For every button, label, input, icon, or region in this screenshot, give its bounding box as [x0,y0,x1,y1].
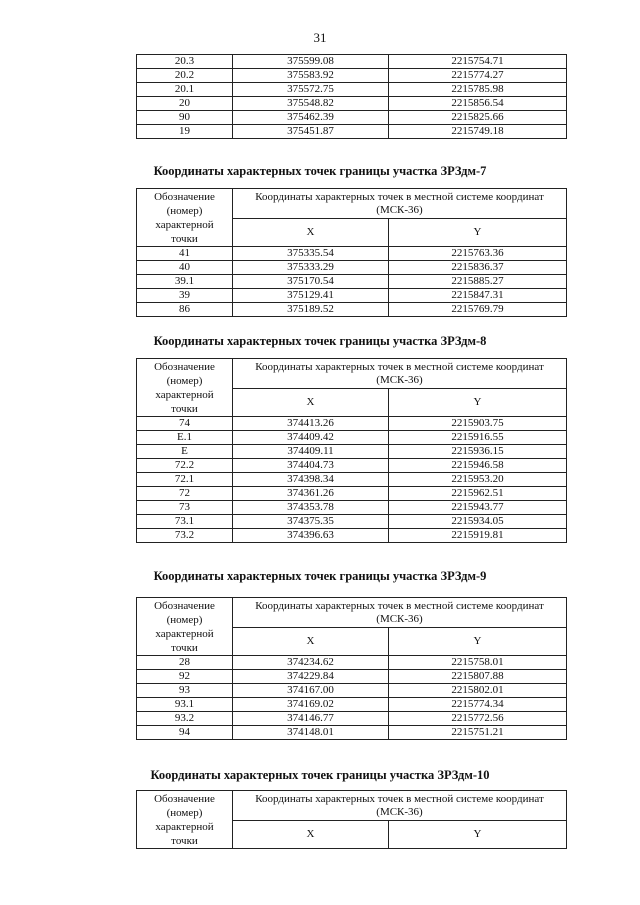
point-designation-header [137,189,233,247]
table-row [137,83,567,97]
x-coordinate-cell: 375462.39 [233,111,389,125]
point-number-cell: 28 [137,656,233,670]
point-number-cell: 92 [137,670,233,684]
table-row [137,289,567,303]
table-row [137,275,567,289]
coordinates-system-label: Координаты характерных точек в местной системе координат [255,599,544,612]
coordinates-system-header [233,598,567,628]
x-coordinate-cell: 374409.42 [233,431,389,445]
point-number-cell: 73.2 [137,529,233,543]
x-coordinate-cell: 375335.54 [233,247,389,261]
y-coordinate-cell: 2215943.77 [389,501,567,515]
point-designation-label-line: (номер) [166,205,203,217]
table-row [137,261,567,275]
section-heading: Координаты характерных точек границы участка ЗРЗдм-9 [153,569,487,583]
table-header-row [137,598,567,628]
point-number-cell: 73 [137,501,233,515]
x-coordinate-cell: 374146.77 [233,712,389,726]
y-coordinate-cell: 2215769.79 [389,303,567,317]
section-heading: Координаты характерных точек границы участка ЗРЗдм-10 [150,768,490,782]
point-number-cell: 20.2 [137,69,233,83]
x-coordinate-cell: 374398.34 [233,473,389,487]
x-coordinate-cell: 375189.52 [233,303,389,317]
point-number-cell: 20 [137,97,233,111]
y-coordinate-cell: 2215903.75 [389,417,567,431]
y-coordinate-cell: 2215919.81 [389,529,567,543]
point-designation-header [137,598,233,656]
table-row [137,684,567,698]
point-designation-label-line: точки [171,835,198,847]
table-row [137,529,567,543]
x-coordinate-cell: 374409.11 [233,445,389,459]
point-number-cell: 72.2 [137,459,233,473]
x-coordinate-cell: 375599.08 [233,55,389,69]
page-number: 31 [313,30,327,45]
x-column-header: X [233,821,389,849]
table-row [137,656,567,670]
y-coordinate-cell: 2215847.31 [389,289,567,303]
x-coordinate-cell: 375129.41 [233,289,389,303]
point-designation-label-line: характерной [155,628,214,640]
y-coordinate-cell: 2215749.18 [389,125,567,139]
table-row [137,125,567,139]
point-number-cell: 93.2 [137,712,233,726]
table-row [137,698,567,712]
x-coordinate-cell: 374229.84 [233,670,389,684]
x-coordinate-cell: 374404.73 [233,459,389,473]
y-coordinate-cell: 2215785.98 [389,83,567,97]
table-row [137,247,567,261]
y-coordinate-cell: 2215774.27 [389,69,567,83]
coordinates-system-header [233,359,567,389]
point-designation-label-line: характерной [155,821,214,833]
coordinate-system-name: (МСК-36) [376,373,423,386]
x-column-header: X [233,628,389,656]
point-designation-label-line: Обозначение [154,191,215,203]
section-heading: Координаты характерных точек границы участка ЗРЗдм-7 [153,164,487,178]
point-designation-label-line: Обозначение [154,361,215,373]
point-designation-label-line: (номер) [166,614,203,626]
y-coordinate-cell: 2215836.37 [389,261,567,275]
table-row [137,515,567,529]
y-coordinate-cell: 2215807.88 [389,670,567,684]
coordinate-system-name: (МСК-36) [376,805,423,818]
point-number-cell: 40 [137,261,233,275]
table-row [137,55,567,69]
table-row [137,417,567,431]
point-number-cell: 74 [137,417,233,431]
point-designation-label-line: точки [171,403,198,415]
point-designation-header [137,359,233,417]
x-column-header: X [233,389,389,417]
x-column-header: X [233,219,389,247]
coordinates-system-header [233,189,567,219]
y-coordinate-cell: 2215754.71 [389,55,567,69]
point-number-cell: 94 [137,726,233,740]
x-coordinate-cell: 375572.75 [233,83,389,97]
point-number-cell: 86 [137,303,233,317]
y-coordinate-cell: 2215885.27 [389,275,567,289]
table-header-row [137,791,567,821]
x-coordinate-cell: 374396.63 [233,529,389,543]
coordinates-system-label: Координаты характерных точек в местной системе координат [255,190,544,203]
point-number-cell: 90 [137,111,233,125]
table-row [137,431,567,445]
table-row [137,459,567,473]
y-column-header: Y [389,389,567,417]
coordinates-table [136,358,567,543]
coordinate-system-name: (МСК-36) [376,612,423,625]
table-row [137,670,567,684]
y-coordinate-cell: 2215825.66 [389,111,567,125]
point-designation-label-line: Обозначение [154,793,215,805]
point-number-cell: 93 [137,684,233,698]
table-row [137,487,567,501]
point-designation-label-line: Обозначение [154,600,215,612]
coordinates-table [136,188,567,317]
x-coordinate-cell: 374234.62 [233,656,389,670]
y-column-header: Y [389,219,567,247]
point-number-cell: Е [137,445,233,459]
table-row [137,69,567,83]
point-number-cell: 41 [137,247,233,261]
x-coordinate-cell: 374167.00 [233,684,389,698]
point-number-cell: 72.1 [137,473,233,487]
y-coordinate-cell: 2215856.54 [389,97,567,111]
point-designation-label-line: (номер) [166,375,203,387]
point-number-cell: 19 [137,125,233,139]
y-coordinate-cell: 2215962.51 [389,487,567,501]
y-coordinate-cell: 2215772.56 [389,712,567,726]
point-number-cell: 39 [137,289,233,303]
y-coordinate-cell: 2215802.01 [389,684,567,698]
point-number-cell: 20.3 [137,55,233,69]
point-designation-label-line: характерной [155,219,214,231]
point-number-cell: 73.1 [137,515,233,529]
y-coordinate-cell: 2215936.15 [389,445,567,459]
continuation-table [136,54,567,139]
point-designation-label-line: точки [171,642,198,654]
point-designation-label-line: (номер) [166,807,203,819]
coordinates-table [136,597,567,740]
y-coordinate-cell: 2215916.55 [389,431,567,445]
table-row [137,726,567,740]
point-designation-label-line: точки [171,233,198,245]
x-coordinate-cell: 375548.82 [233,97,389,111]
coordinate-system-name: (МСК-36) [376,203,423,216]
point-number-cell: 93.1 [137,698,233,712]
table-row [137,303,567,317]
x-coordinate-cell: 375451.87 [233,125,389,139]
table-header-row [137,189,567,219]
coordinates-system-label: Координаты характерных точек в местной системе координат [255,792,544,805]
coordinates-system-header [233,791,567,821]
coordinates-table [136,790,567,849]
table-row [137,111,567,125]
y-column-header: Y [389,628,567,656]
y-column-header: Y [389,821,567,849]
point-number-cell: Е.1 [137,431,233,445]
x-coordinate-cell: 374148.01 [233,726,389,740]
point-designation-label-line: характерной [155,389,214,401]
x-coordinate-cell: 374353.78 [233,501,389,515]
point-number-cell: 20.1 [137,83,233,97]
table-row [137,473,567,487]
x-coordinate-cell: 374413.26 [233,417,389,431]
table-row [137,712,567,726]
x-coordinate-cell: 375583.92 [233,69,389,83]
y-coordinate-cell: 2215953.20 [389,473,567,487]
y-coordinate-cell: 2215763.36 [389,247,567,261]
x-coordinate-cell: 374361.26 [233,487,389,501]
point-designation-header [137,791,233,849]
point-number-cell: 39.1 [137,275,233,289]
table-header-row [137,359,567,389]
section-heading: Координаты характерных точек границы участка ЗРЗдм-8 [153,334,487,348]
x-coordinate-cell: 375333.29 [233,261,389,275]
table-row [137,501,567,515]
x-coordinate-cell: 375170.54 [233,275,389,289]
table-row [137,445,567,459]
point-number-cell: 72 [137,487,233,501]
table-row [137,97,567,111]
y-coordinate-cell: 2215758.01 [389,656,567,670]
y-coordinate-cell: 2215946.58 [389,459,567,473]
y-coordinate-cell: 2215751.21 [389,726,567,740]
y-coordinate-cell: 2215774.34 [389,698,567,712]
x-coordinate-cell: 374169.02 [233,698,389,712]
x-coordinate-cell: 374375.35 [233,515,389,529]
coordinates-system-label: Координаты характерных точек в местной системе координат [255,360,544,373]
y-coordinate-cell: 2215934.05 [389,515,567,529]
